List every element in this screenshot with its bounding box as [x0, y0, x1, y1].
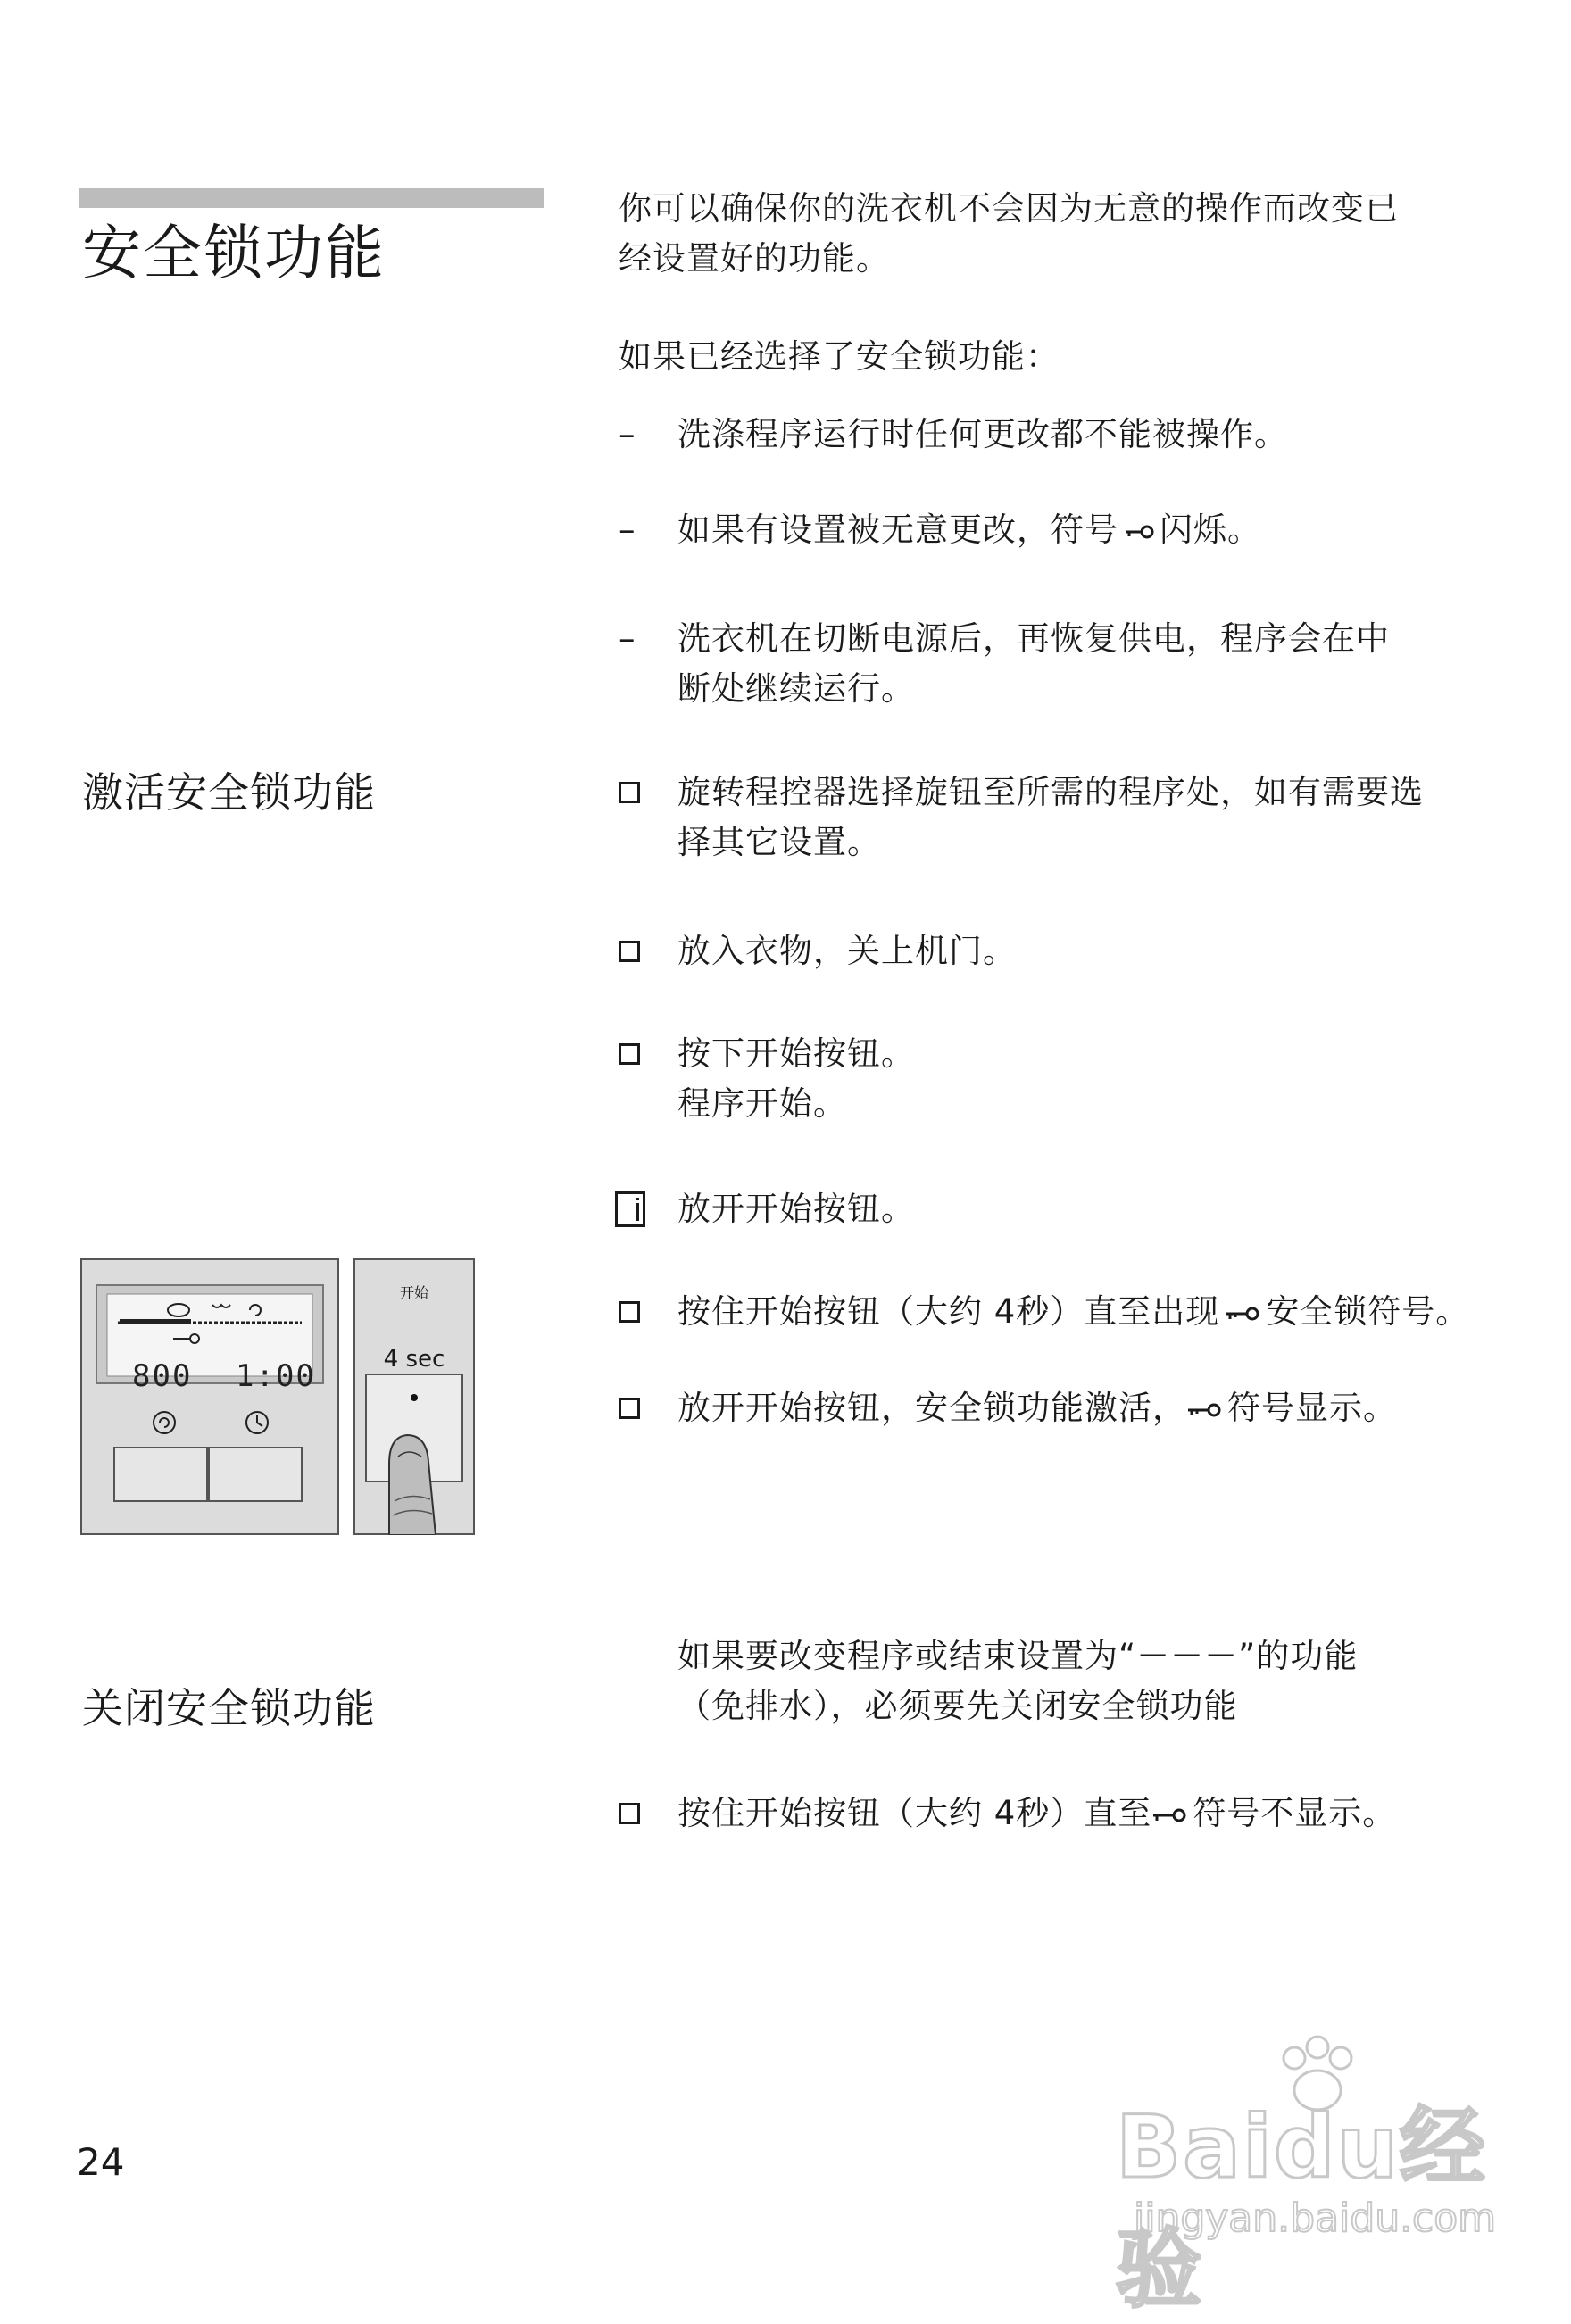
step-text: 旋转程控器选择旋钮至所需的程序处，如有需要选 [677, 773, 1424, 811]
step-text-after: 符号显示。 [1227, 1389, 1397, 1427]
activate-heading: 激活安全锁功能 [82, 768, 376, 817]
step-text: 择其它设置。 [677, 823, 881, 861]
lead-text: 如果已经选择了安全锁功能： [619, 337, 1060, 376]
checkbox-icon [619, 1043, 640, 1065]
step-text: 放开开始按钮，安全锁功能激活， [677, 1389, 1186, 1427]
info-icon [615, 1191, 645, 1227]
bullet-text: 断处继续运行。 [677, 669, 915, 708]
step-text-after: 符号不显示。 [1193, 1794, 1397, 1832]
display-time-value: 1:00 [236, 1358, 316, 1394]
section-bar [79, 188, 544, 208]
dash-marker: – [619, 619, 636, 658]
step-text: 程序开始。 [677, 1084, 847, 1123]
step-text: 放入衣物，关上机门。 [677, 932, 1017, 970]
note-line-1: 如果要改变程序或结束设置为“－－－”的功能 [677, 1637, 1359, 1675]
checkbox-icon [619, 941, 640, 962]
step-item [619, 1789, 1547, 1838]
intro-paragraph [619, 184, 1511, 284]
display-spin-value: 800 [132, 1358, 193, 1394]
page-title: 安全锁功能 [82, 219, 386, 287]
watermark-url: jingyan.baidu.com [1134, 2195, 1497, 2241]
key-icon [1225, 1304, 1260, 1324]
bullet-text: 如果有设置被无意更改，符号 [677, 510, 1118, 549]
bullet-text: 洗涤程序运行时任何更改都不能被操作。 [677, 415, 1288, 453]
list-item [619, 505, 1547, 555]
checkbox-icon [619, 1398, 640, 1419]
key-icon [1186, 1400, 1222, 1420]
step-text: 按住开始按钮（大约 4秒）直至 [677, 1794, 1152, 1832]
bullet-text: 洗衣机在切断电源后，再恢复供电，程序会在中 [677, 619, 1390, 658]
step-item [619, 1029, 1547, 1129]
page-number: 24 [77, 2140, 125, 2184]
deactivate-heading: 关闭安全锁功能 [82, 1684, 376, 1732]
step-text-after: 安全锁符号。 [1266, 1292, 1470, 1331]
step-text: 按住开始按钮（大约 4秒）直至出现 [677, 1292, 1220, 1331]
step-text: 按下开始按钮。 [677, 1034, 915, 1073]
checkbox-icon [619, 1301, 640, 1323]
list-item [619, 614, 1547, 714]
start-button-illustration [353, 1258, 475, 1535]
watermark [1116, 2044, 1500, 2320]
step-item [619, 1287, 1547, 1337]
watermark-brand: Baidu经验 [1116, 2097, 1487, 2320]
checkbox-icon [619, 782, 640, 803]
key-icon [1124, 523, 1154, 541]
checkbox-icon [619, 1803, 640, 1824]
bullet-text-after: 闪烁。 [1160, 510, 1261, 549]
start-label: 开始 [399, 1284, 428, 1301]
control-panel-drawing [80, 1258, 339, 1535]
dash-marker: – [619, 510, 636, 549]
intro-line-2: 经设置好的功能。 [619, 239, 890, 278]
step-item [619, 1383, 1547, 1433]
dash-marker: – [619, 415, 636, 453]
intro-line-1: 你可以确保你的洗衣机不会因为无意的操作而改变已 [619, 189, 1399, 228]
hold-duration-label: 4 sec [383, 1346, 445, 1373]
control-panel-illustration [80, 1258, 339, 1535]
step-item [619, 768, 1547, 867]
note-line-2: （免排水），必须要先关闭安全锁功能 [677, 1687, 1238, 1725]
deactivate-note [677, 1631, 1570, 1731]
key-icon [1151, 1805, 1187, 1825]
step-item [619, 926, 1547, 976]
step-item [619, 1184, 1547, 1234]
list-item [619, 410, 1547, 460]
step-text: 放开开始按钮。 [677, 1190, 915, 1228]
